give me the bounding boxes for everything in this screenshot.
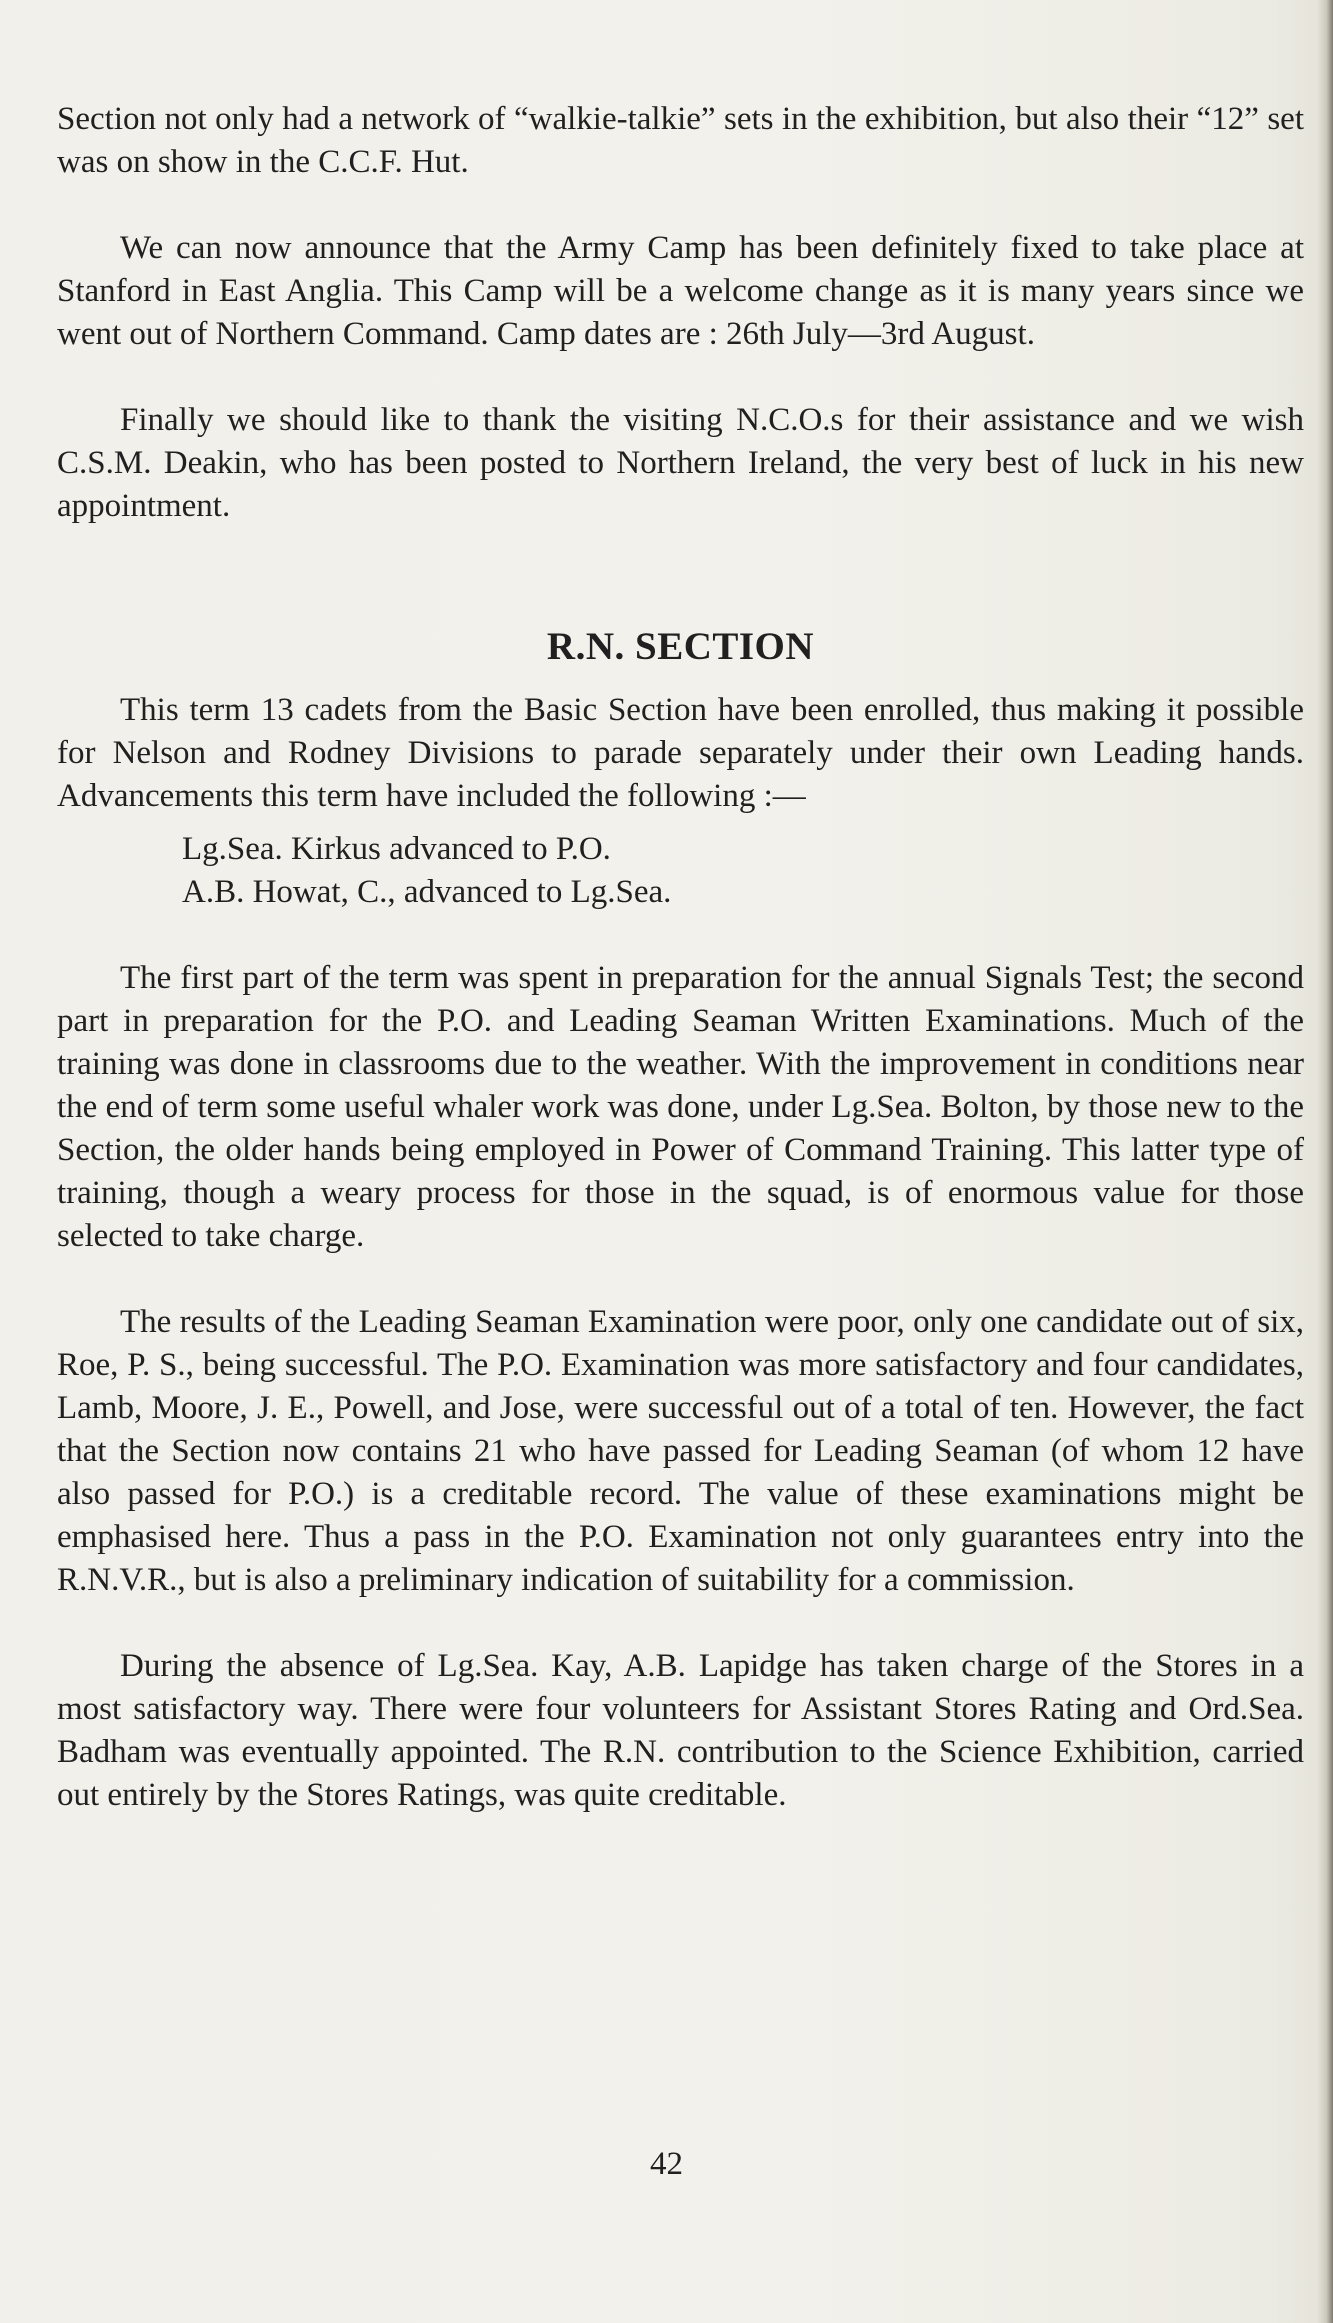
- paragraph-army-camp: We can now announce that the Army Camp has been definitely fixed to take place at Stanford in East Anglia. This Camp will be a welcome change as it is many years since we went out of Northern Command. Camp dates are : 26th July—3rd August.: [57, 230, 1304, 352]
- section-heading: R.N. SECTION: [546, 625, 815, 668]
- list-item: Lg.Sea. Kirkus advanced to P.O.: [182, 831, 611, 867]
- paragraph-thanks: Finally we should like to thank the visiting N.C.O.s for their assistance and we wish C.S.M. Deakin, who has been posted to Northern Ireland, the very best of luck in his new appointment.: [57, 402, 1304, 524]
- paragraph-training: The first part of the term was spent in preparation for the annual Signals Test; the second part in preparation for the P.O. and Leading Seaman Written Examinations. Much of the training was done in classrooms due to the weather. With the improvement in conditions near the end of term some useful whaler work was done, under Lg.Sea. Bolton, by those new to the Section, the older hands being employed in Power of Command Training. This latter type of training, though a weary process for those in the squad, is of enormous value for those selected to take charge.: [57, 960, 1304, 1254]
- paragraph-results: The results of the Leading Seaman Examination were poor, only one candidate out of six, Roe, P. S., being successful. The P.O. Examination was more satisfactory and four candidates, Lamb, Moore, J. E., Powell, and Jose, were successful out of a total of ten. However, the fact that the Section now contains 21 who have passed for Leading Seaman (of whom 12 have also passed for P.O.) is a creditable record. The value of these examinations might be emphasised here. Thus a pass in the P.O. Examination not only guarantees entry into the R.N.V.R., but is also a preliminary indication of suitability for a commission.: [57, 1304, 1304, 1598]
- paragraph-rn-intro: This term 13 cadets from the Basic Section have been enrolled, thus making it possible for Nelson and Rodney Divisions to parade separately under their own Leading hands. Advancements this term have included the following :—: [57, 692, 1304, 814]
- paragraph-continued: Section not only had a network of “walkie-talkie” sets in the exhibition, but also their “12” set was on show in the C.C.F. Hut.: [57, 101, 1304, 180]
- advancements-list: [57, 828, 1304, 914]
- page-edge-shadow: [1317, 0, 1333, 2323]
- page-number: 42: [650, 2146, 683, 2182]
- document-body: [57, 98, 1304, 1860]
- list-item: A.B. Howat, C., advanced to Lg.Sea.: [182, 874, 672, 910]
- paragraph-stores: During the absence of Lg.Sea. Kay, A.B. Lapidge has taken charge of the Stores in a most satisfactory way. There were four volunteers for Assistant Stores Rating and Ord.Sea. Badham was eventually appointed. The R.N. contribution to the Science Exhibition, carried out entirely by the Stores Ratings, was quite creditable.: [57, 1648, 1304, 1813]
